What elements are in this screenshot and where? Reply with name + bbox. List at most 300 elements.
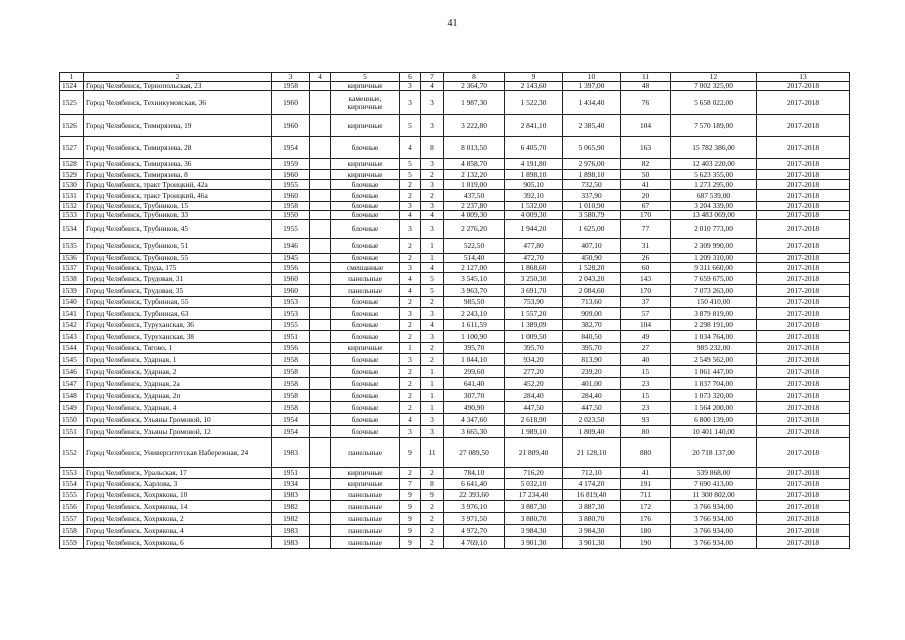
table-cell: [310, 438, 331, 468]
table-cell: Город Челябинск, Хохрякова, 14: [84, 501, 272, 513]
table-cell: 1956: [272, 263, 310, 273]
table-cell: 1958: [272, 390, 310, 402]
table-cell: 1534: [60, 220, 84, 239]
table-cell: Город Челябинск, Тимирязева, 28: [84, 137, 272, 159]
table-cell: 2017-2018: [757, 170, 850, 180]
table-cell: Город Челябинск, Хохрякова, 10: [84, 490, 272, 501]
table-row: [60, 159, 850, 170]
table-cell: 8: [421, 137, 444, 159]
table-cell: [310, 378, 331, 390]
table-cell: 1558: [60, 525, 84, 537]
table-cell: 2017-2018: [757, 366, 850, 378]
table-row: [60, 320, 850, 331]
table-cell: кирпичные: [331, 115, 400, 137]
table-cell: 1958: [272, 82, 310, 91]
table-cell: Город Челябинск, Уральская, 17: [84, 468, 272, 479]
table-cell: 1541: [60, 308, 84, 320]
table-cell: 3 887,30: [505, 501, 563, 513]
table-cell: 17 234,40: [505, 490, 563, 501]
table-cell: 3 901,30: [563, 537, 621, 549]
table-cell: 2017-2018: [757, 159, 850, 170]
table-cell: 104: [621, 115, 671, 137]
table-cell: блочные: [331, 390, 400, 402]
table-cell: 2 364,70: [444, 82, 505, 91]
table-cell: Город Челябинск, Турбинная, 55: [84, 297, 272, 308]
table-row: [60, 82, 850, 91]
table-cell: блочные: [331, 320, 400, 331]
table-cell: 1 532,00: [505, 202, 563, 211]
column-header-2: 2: [84, 73, 272, 82]
table-cell: 1544: [60, 343, 84, 354]
table-cell: [310, 320, 331, 331]
table-cell: 3: [400, 202, 421, 211]
column-header-6: 6: [400, 73, 421, 82]
table-cell: [310, 180, 331, 190]
table-cell: 13 483 069,00: [671, 211, 757, 220]
table-cell: 1549: [60, 402, 84, 414]
table-cell: 1527: [60, 137, 84, 159]
table-cell: 2: [421, 170, 444, 180]
table-cell: 163: [621, 137, 671, 159]
table-cell: Город Челябинск, Трубников, 51: [84, 239, 272, 254]
table-cell: [310, 220, 331, 239]
table-cell: каменные, кирпичные: [331, 91, 400, 115]
table-cell: 2017-2018: [757, 479, 850, 490]
table-cell: 1 209 310,00: [671, 254, 757, 263]
table-cell: 41: [621, 468, 671, 479]
table-cell: 1960: [272, 91, 310, 115]
table-row: [60, 285, 850, 297]
table-cell: 1 019,00: [444, 180, 505, 190]
table-cell: 15: [621, 390, 671, 402]
table-cell: панельные: [331, 537, 400, 549]
table-cell: 2017-2018: [757, 331, 850, 343]
table-cell: 27 089,50: [444, 438, 505, 468]
table-cell: 6 641,40: [444, 479, 505, 490]
table-cell: 1 809,40: [563, 426, 621, 438]
table-cell: Город Челябинск, Ударная, 2а: [84, 378, 272, 390]
table-cell: 2017-2018: [757, 468, 850, 479]
table-cell: 2 549 562,00: [671, 354, 757, 366]
table-cell: 1951: [272, 331, 310, 343]
table-cell: [310, 297, 331, 308]
table-cell: 3 691,70: [505, 285, 563, 297]
table-cell: 2017-2018: [757, 320, 850, 331]
table-cell: [310, 390, 331, 402]
table-cell: 1960: [272, 115, 310, 137]
table-cell: 3 901,30: [505, 537, 563, 549]
table-cell: [310, 159, 331, 170]
table-cell: 1 528,20: [563, 263, 621, 273]
table-cell: 284,40: [505, 390, 563, 402]
table-cell: 1958: [272, 366, 310, 378]
table-cell: Город Челябинск, Техникумовская, 36: [84, 91, 272, 115]
table-cell: 490,90: [444, 402, 505, 414]
table-cell: Город Челябинск, Хохрякова, 2: [84, 513, 272, 525]
table-cell: кирпичные: [331, 159, 400, 170]
table-cell: 450,90: [563, 254, 621, 263]
table-cell: 447,50: [505, 402, 563, 414]
table-cell: 2 127,00: [444, 263, 505, 273]
table-cell: 3: [421, 220, 444, 239]
table-cell: Город Челябинск, Хохрякова, 4: [84, 525, 272, 537]
table-cell: блочные: [331, 220, 400, 239]
table-cell: Город Челябинск, Ульяны Громовой, 12: [84, 426, 272, 438]
table-cell: 20: [621, 190, 671, 202]
table-cell: 1954: [272, 137, 310, 159]
table-cell: блочные: [331, 366, 400, 378]
table-row: [60, 331, 850, 343]
table-cell: 1546: [60, 366, 84, 378]
table-cell: 3 880,70: [563, 513, 621, 525]
table-row: [60, 343, 850, 354]
table-cell: 180: [621, 525, 671, 537]
table-cell: [310, 263, 331, 273]
table-cell: 1 009,50: [505, 331, 563, 343]
table-cell: 2 618,90: [505, 414, 563, 426]
table-cell: 1530: [60, 180, 84, 190]
table-cell: 1536: [60, 254, 84, 263]
table-cell: 2: [421, 354, 444, 366]
table-cell: Город Челябинск, Ульяны Громовой, 10: [84, 414, 272, 426]
table-cell: Город Челябинск, Тимирязева, 36: [84, 159, 272, 170]
table-cell: 1982: [272, 513, 310, 525]
table-row: [60, 220, 850, 239]
table-cell: 20 718 137,00: [671, 438, 757, 468]
table-cell: 1958: [272, 402, 310, 414]
table-cell: 1 073 320,00: [671, 390, 757, 402]
table-cell: 1 273 295,00: [671, 180, 757, 190]
table-cell: 7: [400, 479, 421, 490]
table-cell: 539 868,00: [671, 468, 757, 479]
table-cell: 3: [421, 159, 444, 170]
table-row: [60, 180, 850, 190]
table-row: [60, 525, 850, 537]
table-row: [60, 170, 850, 180]
table-cell: 9: [400, 513, 421, 525]
table-cell: 2017-2018: [757, 390, 850, 402]
table-row: [60, 297, 850, 308]
table-cell: 4 347,60: [444, 414, 505, 426]
table-cell: 60: [621, 263, 671, 273]
table-cell: 3: [421, 414, 444, 426]
table-cell: 401,00: [563, 378, 621, 390]
table-row: [60, 438, 850, 468]
table-cell: 3: [421, 331, 444, 343]
table-cell: 880: [621, 438, 671, 468]
table-cell: 4 191,80: [505, 159, 563, 170]
table-cell: 176: [621, 513, 671, 525]
table-cell: 48: [621, 82, 671, 91]
table-cell: 3 887,30: [563, 501, 621, 513]
table-cell: 2: [400, 390, 421, 402]
table-cell: 170: [621, 211, 671, 220]
table-cell: 2017-2018: [757, 378, 850, 390]
table-cell: 1 522,30: [505, 91, 563, 115]
table-cell: 2017-2018: [757, 426, 850, 438]
table-cell: 1: [421, 390, 444, 402]
table-cell: 1: [421, 254, 444, 263]
table-cell: 716,20: [505, 468, 563, 479]
table-cell: 2: [421, 190, 444, 202]
table-cell: 1547: [60, 378, 84, 390]
table-cell: кирпичные: [331, 170, 400, 180]
table-row: [60, 468, 850, 479]
table-cell: 3: [400, 91, 421, 115]
table-cell: 5 658 022,00: [671, 91, 757, 115]
table-cell: 1537: [60, 263, 84, 273]
table-cell: 4: [421, 82, 444, 91]
table-cell: 2017-2018: [757, 190, 850, 202]
table-cell: [310, 137, 331, 159]
table-row: [60, 426, 850, 438]
table-cell: 1953: [272, 308, 310, 320]
table-cell: 1954: [272, 414, 310, 426]
table-cell: Город Челябинск, тракт Троицкий, 46а: [84, 190, 272, 202]
table-cell: 2: [400, 402, 421, 414]
table-cell: панельные: [331, 513, 400, 525]
table-cell: 3 963,70: [444, 285, 505, 297]
table-cell: 6 800 139,00: [671, 414, 757, 426]
table-cell: 4 174,20: [563, 479, 621, 490]
table-cell: кирпичные: [331, 479, 400, 490]
table-cell: 3: [400, 82, 421, 91]
table-cell: 150 410,00: [671, 297, 757, 308]
table-cell: 1525: [60, 91, 84, 115]
table-cell: 840,50: [563, 331, 621, 343]
table-cell: 7 690 413,00: [671, 479, 757, 490]
table-cell: 170: [621, 285, 671, 297]
table-row: [60, 211, 850, 220]
table-cell: 7 073 263,00: [671, 285, 757, 297]
table-row: [60, 354, 850, 366]
table-cell: 2: [400, 366, 421, 378]
table-cell: 1960: [272, 190, 310, 202]
table-cell: 3 971,50: [444, 513, 505, 525]
table-cell: 2: [421, 525, 444, 537]
table-row: [60, 402, 850, 414]
table-cell: 4 769,10: [444, 537, 505, 549]
table-cell: 1542: [60, 320, 84, 331]
table-cell: 1 564 200,00: [671, 402, 757, 414]
table-cell: 2: [421, 468, 444, 479]
table-cell: 6 405,70: [505, 137, 563, 159]
table-cell: кирпичные: [331, 82, 400, 91]
table-cell: 2017-2018: [757, 202, 850, 211]
table-cell: [310, 402, 331, 414]
table-cell: 641,40: [444, 378, 505, 390]
table-cell: 1533: [60, 211, 84, 220]
table-cell: 2 143,60: [505, 82, 563, 91]
table-cell: 1545: [60, 354, 84, 366]
table-cell: 2: [421, 343, 444, 354]
table-cell: 3: [421, 91, 444, 115]
table-cell: 9: [400, 490, 421, 501]
table-cell: 2 309 990,00: [671, 239, 757, 254]
table-cell: [310, 354, 331, 366]
table-row: [60, 414, 850, 426]
table-cell: 985,50: [444, 297, 505, 308]
table-cell: 9: [400, 501, 421, 513]
table-cell: 1535: [60, 239, 84, 254]
table-cell: 395,70: [563, 343, 621, 354]
table-cell: [310, 513, 331, 525]
table-cell: 4 972,70: [444, 525, 505, 537]
table-cell: 31: [621, 239, 671, 254]
table-cell: [310, 426, 331, 438]
table-cell: 1548: [60, 390, 84, 402]
table-cell: 4 858,70: [444, 159, 505, 170]
table-cell: 4: [421, 320, 444, 331]
table-cell: 1 034 764,00: [671, 331, 757, 343]
table-cell: 1552: [60, 438, 84, 468]
column-header-10: 10: [563, 73, 621, 82]
table-cell: 143: [621, 273, 671, 285]
table-cell: панельные: [331, 525, 400, 537]
table-cell: 3 879 819,00: [671, 308, 757, 320]
table-cell: 2017-2018: [757, 91, 850, 115]
table-cell: 1960: [272, 285, 310, 297]
table-cell: 8 013,50: [444, 137, 505, 159]
table-cell: 3 580,79: [563, 211, 621, 220]
table-row: [60, 115, 850, 137]
table-cell: 1958: [272, 202, 310, 211]
table-cell: 2 841,10: [505, 115, 563, 137]
table-cell: 2 276,20: [444, 220, 505, 239]
table-cell: 82: [621, 159, 671, 170]
table-cell: 909,00: [563, 308, 621, 320]
table-cell: Город Челябинск, Трубников, 45: [84, 220, 272, 239]
table-cell: панельные: [331, 438, 400, 468]
column-header-5: 5: [331, 73, 400, 82]
column-header-4: 4: [310, 73, 331, 82]
table-cell: [310, 82, 331, 91]
table-cell: Город Челябинск, Ударная, 2п: [84, 390, 272, 402]
table-cell: 9: [400, 537, 421, 549]
table-cell: блочные: [331, 402, 400, 414]
table-cell: [310, 239, 331, 254]
table-cell: 2: [400, 320, 421, 331]
table-cell: 3: [421, 426, 444, 438]
table-cell: 452,20: [505, 378, 563, 390]
table-row: [60, 513, 850, 525]
table-cell: 2017-2018: [757, 254, 850, 263]
table-cell: 4: [400, 285, 421, 297]
table-cell: 4: [400, 414, 421, 426]
table-cell: 2017-2018: [757, 263, 850, 273]
table-cell: 77: [621, 220, 671, 239]
table-cell: 1 044,10: [444, 354, 505, 366]
table-cell: панельные: [331, 285, 400, 297]
table-cell: 3 204 339,00: [671, 202, 757, 211]
table-cell: 1559: [60, 537, 84, 549]
table-cell: 37: [621, 297, 671, 308]
table-cell: Город Челябинск, Труда, 175: [84, 263, 272, 273]
table-row: [60, 202, 850, 211]
table-cell: [310, 273, 331, 285]
table-cell: 104: [621, 320, 671, 331]
table-cell: 985 232,00: [671, 343, 757, 354]
table-cell: 40: [621, 354, 671, 366]
table-cell: 1553: [60, 468, 84, 479]
table-cell: 80: [621, 426, 671, 438]
table-cell: 2: [400, 180, 421, 190]
table-cell: 1955: [272, 220, 310, 239]
table-cell: 3: [421, 308, 444, 320]
table-cell: 1954: [272, 426, 310, 438]
table-cell: 1540: [60, 297, 84, 308]
table-cell: 1543: [60, 331, 84, 343]
table-cell: 1983: [272, 438, 310, 468]
table-cell: 9: [421, 490, 444, 501]
table-cell: блочные: [331, 308, 400, 320]
table-cell: 2 298 191,00: [671, 320, 757, 331]
table-cell: 2 084,60: [563, 285, 621, 297]
table-cell: 382,70: [563, 320, 621, 331]
table-cell: 5: [400, 115, 421, 137]
table-cell: 1: [421, 239, 444, 254]
table-cell: 2: [421, 501, 444, 513]
table-cell: 2: [400, 239, 421, 254]
table-cell: 3 766 934,00: [671, 525, 757, 537]
table-cell: 2017-2018: [757, 297, 850, 308]
table-cell: 27: [621, 343, 671, 354]
table-cell: 172: [621, 501, 671, 513]
table-row: [60, 239, 850, 254]
table-cell: 1958: [272, 378, 310, 390]
table-cell: 1 989,10: [505, 426, 563, 438]
table-row: [60, 254, 850, 263]
table-cell: 3 766 934,00: [671, 537, 757, 549]
table-cell: 2017-2018: [757, 137, 850, 159]
table-cell: блочные: [331, 137, 400, 159]
table-cell: блочные: [331, 211, 400, 220]
table-cell: 5 065,90: [563, 137, 621, 159]
table-cell: 8: [421, 479, 444, 490]
table-cell: 2017-2018: [757, 115, 850, 137]
table-cell: 50: [621, 170, 671, 180]
table-cell: 3 984,30: [563, 525, 621, 537]
table-cell: 2017-2018: [757, 211, 850, 220]
table-cell: 2: [400, 331, 421, 343]
table-cell: 7 570 189,00: [671, 115, 757, 137]
column-header-13: 13: [757, 73, 850, 82]
table-cell: 2017-2018: [757, 525, 850, 537]
table-cell: 15 782 386,00: [671, 137, 757, 159]
table-cell: [310, 537, 331, 549]
table-cell: 22 393,60: [444, 490, 505, 501]
table-cell: кирпичные: [331, 468, 400, 479]
table-cell: 67: [621, 202, 671, 211]
table-cell: 2: [421, 537, 444, 549]
table-cell: 1983: [272, 525, 310, 537]
table-cell: 2017-2018: [757, 180, 850, 190]
table-cell: Город Челябинск, Трубников, 15: [84, 202, 272, 211]
table-cell: 5 623 355,00: [671, 170, 757, 180]
table-cell: 1528: [60, 159, 84, 170]
table-cell: Город Челябинск, Университетская Набережная, 24: [84, 438, 272, 468]
table-cell: 2: [400, 297, 421, 308]
table-cell: 2 243,10: [444, 308, 505, 320]
table-cell: 1557: [60, 513, 84, 525]
table-cell: 1 625,00: [563, 220, 621, 239]
column-header-8: 8: [444, 73, 505, 82]
table-cell: 3 222,80: [444, 115, 505, 137]
table-cell: 3: [400, 426, 421, 438]
table-cell: 2 023,50: [563, 414, 621, 426]
table-cell: 407,10: [563, 239, 621, 254]
table-cell: 12 403 220,00: [671, 159, 757, 170]
